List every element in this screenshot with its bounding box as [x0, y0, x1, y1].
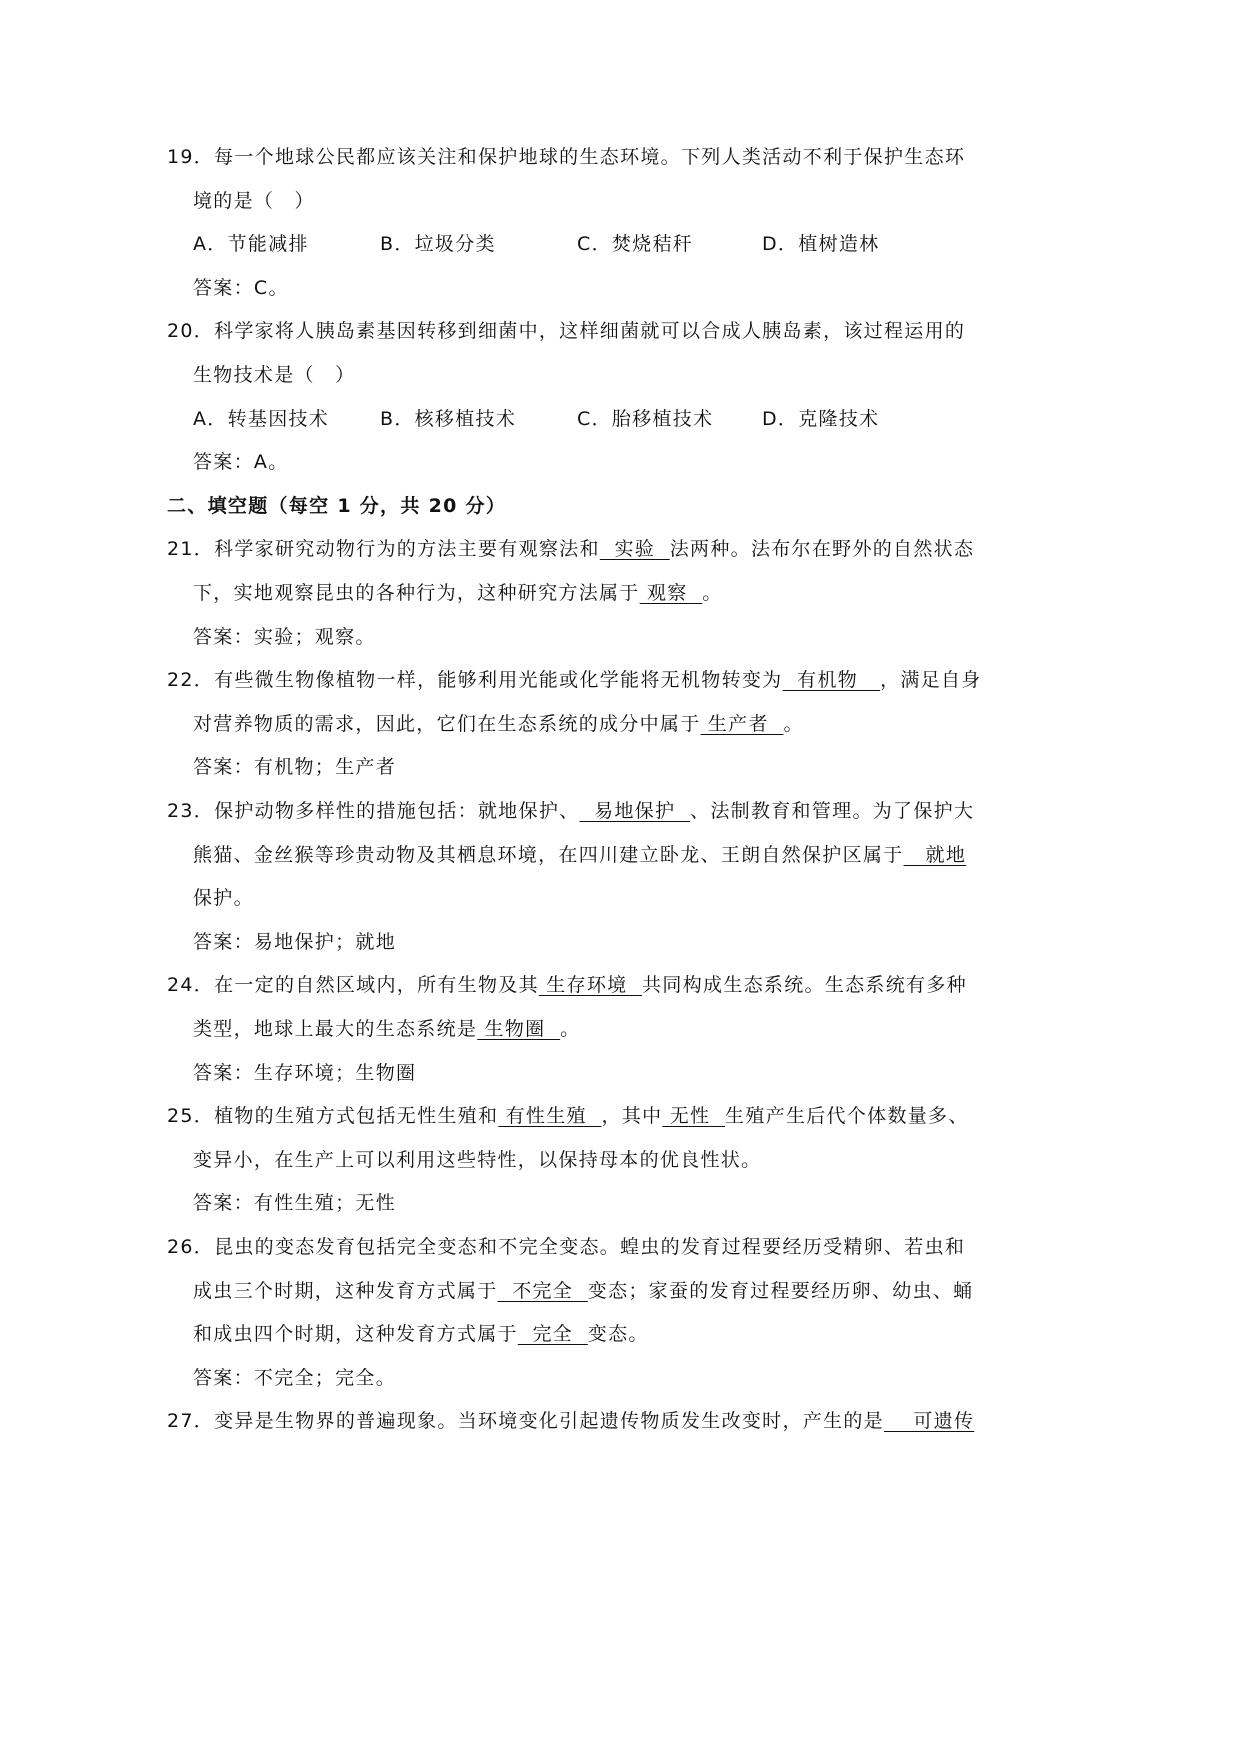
question-line — [167, 537, 974, 561]
question-line — [167, 1104, 969, 1128]
text-segment: 19．每一个地球公民都应该关注和保护地球的生态环境。下列人类活动不利于保护生态环 — [167, 146, 966, 168]
text-line — [193, 1061, 416, 1085]
text-segment: 答案：有机物；生产者 — [193, 756, 397, 779]
answer-option: A．节能减排 — [193, 233, 309, 256]
section-heading — [167, 494, 506, 518]
answer-option: B．垃圾分类 — [380, 233, 496, 256]
text-line — [193, 755, 396, 779]
text-segment: 22．有些微生物像植物一样，能够利用光能或化学能将无机物转变为 — [167, 669, 783, 692]
text-line — [193, 581, 723, 605]
text-segment: 25．植物的生殖方式包括无性生殖和 — [167, 1105, 499, 1128]
text-segment: 答案：C。 — [193, 276, 289, 299]
text-line — [193, 1322, 649, 1346]
fill-blank-answer: 观察 — [639, 582, 703, 604]
text-segment: 。 — [783, 712, 804, 735]
text-segment: 答案：有性生殖；无性 — [193, 1192, 397, 1215]
text-segment: 21．科学家研究动物行为的方法主要有观察法和 — [167, 538, 600, 561]
text-line — [193, 886, 254, 910]
text-line — [193, 276, 289, 300]
question-line — [167, 1409, 974, 1433]
text-line — [193, 1279, 973, 1303]
text-line — [193, 1366, 396, 1390]
text-line — [193, 363, 355, 387]
fill-blank-answer: 可遗传 — [883, 1410, 975, 1433]
text-segment: 20．科学家将人胰岛素基因转移到细菌中，这样细菌就可以合成人胰岛素，该过程运用的 — [167, 320, 966, 343]
text-segment: ，其中 — [601, 1105, 663, 1128]
text-line — [193, 625, 376, 649]
text-segment: 熊猫、金丝猴等珍贵动物及其栖息环境，在四川建立卧龙、王朗自然保护区属于 — [193, 843, 904, 866]
text-segment: 24．在一定的自然区域内，所有生物及其 — [167, 974, 539, 997]
fill-blank-answer: 有机物 — [782, 669, 881, 692]
text-segment: ，满足自身 — [880, 669, 982, 692]
text-segment: 答案：生存环境；生物圈 — [193, 1061, 417, 1084]
answer-option: C．焚烧秸秆 — [577, 233, 694, 256]
answer-option: A．转基因技术 — [193, 407, 330, 430]
text-segment: 下，实地观察昆虫的各种行为，这种研究方法属于 — [193, 582, 640, 604]
text-segment: 生物技术是（ ） — [193, 364, 356, 386]
fill-blank-answer: 生产者 — [700, 712, 784, 735]
fill-blank-answer: 无性 — [662, 1105, 726, 1128]
text-segment: 26．昆虫的变态发育包括完全变态和不完全变态。蝗虫的发育过程要经历受精卵、若虫和 — [167, 1236, 966, 1258]
text-segment: 变态；家蚕的发育过程要经历卵、幼虫、蛹 — [587, 1279, 974, 1302]
text-segment: 、法制教育和管理。为了保护大 — [690, 800, 975, 822]
text-segment: 答案：不完全；完全。 — [193, 1366, 397, 1389]
text-segment: 答案：易地保护；就地 — [193, 930, 397, 953]
question-line — [167, 668, 982, 692]
text-segment: 变态。 — [587, 1323, 649, 1346]
text-line — [193, 1148, 761, 1172]
question-line — [167, 799, 974, 823]
answer-option: B．核移植技术 — [380, 407, 517, 430]
question-line — [167, 1235, 965, 1259]
question-line — [167, 319, 965, 343]
fill-blank-answer: 就地 — [903, 843, 967, 866]
text-segment: 变异小，在生产上可以利用这些特性，以保持母本的优良性状。 — [193, 1148, 762, 1171]
fill-blank-answer: 实验 — [599, 538, 670, 561]
text-segment: 境的是（ ） — [193, 189, 315, 212]
text-segment: 法两种。法布尔在野外的自然状态 — [669, 538, 975, 561]
answer-option: D．植树造林 — [762, 233, 880, 256]
text-segment: 。 — [702, 582, 723, 604]
fill-blank-answer: 不完全 — [497, 1279, 588, 1302]
text-line — [193, 189, 315, 213]
answer-option: C．胎移植技术 — [577, 407, 714, 430]
fill-blank-answer: 生物圈 — [477, 1018, 561, 1040]
text-line — [193, 450, 289, 474]
text-segment: 成虫三个时期，这种发育方式属于 — [193, 1279, 498, 1302]
text-segment: 生殖产生后代个体数量多、 — [725, 1105, 969, 1128]
question-line — [167, 145, 965, 169]
text-line — [193, 1191, 396, 1215]
text-line — [193, 843, 966, 867]
text-segment: 27．变异是生物界的普遍现象。当环境变化引起遗传物质发生改变时，产生的是 — [167, 1410, 884, 1433]
text-line — [193, 930, 396, 954]
fill-blank-answer: 易地保护 — [579, 800, 691, 822]
text-segment: 类型，地球上最大的生态系统是 — [193, 1018, 478, 1040]
fill-blank-answer: 完全 — [517, 1323, 588, 1346]
text-line — [193, 1017, 580, 1041]
text-segment: 答案：实验；观察。 — [193, 625, 376, 648]
text-segment: 答案：A。 — [193, 451, 289, 474]
question-line — [167, 973, 967, 997]
text-segment: 二、填空题（每空 1 分，共 20 分） — [167, 494, 507, 517]
text-segment: 对营养物质的需求，因此，它们在生态系统的成分中属于 — [193, 712, 701, 735]
fill-blank-answer: 有性生殖 — [498, 1105, 602, 1128]
text-segment: 。 — [560, 1018, 581, 1040]
text-segment: 共同构成生态系统。生态系统有多种 — [642, 974, 967, 997]
text-segment: 保护。 — [193, 887, 254, 910]
text-line — [193, 712, 804, 736]
text-segment: 和成虫四个时期，这种发育方式属于 — [193, 1323, 518, 1346]
fill-blank-answer: 生存环境 — [538, 974, 643, 997]
text-segment: 23．保护动物多样性的措施包括：就地保护、 — [167, 800, 580, 822]
answer-option: D．克隆技术 — [762, 407, 880, 430]
